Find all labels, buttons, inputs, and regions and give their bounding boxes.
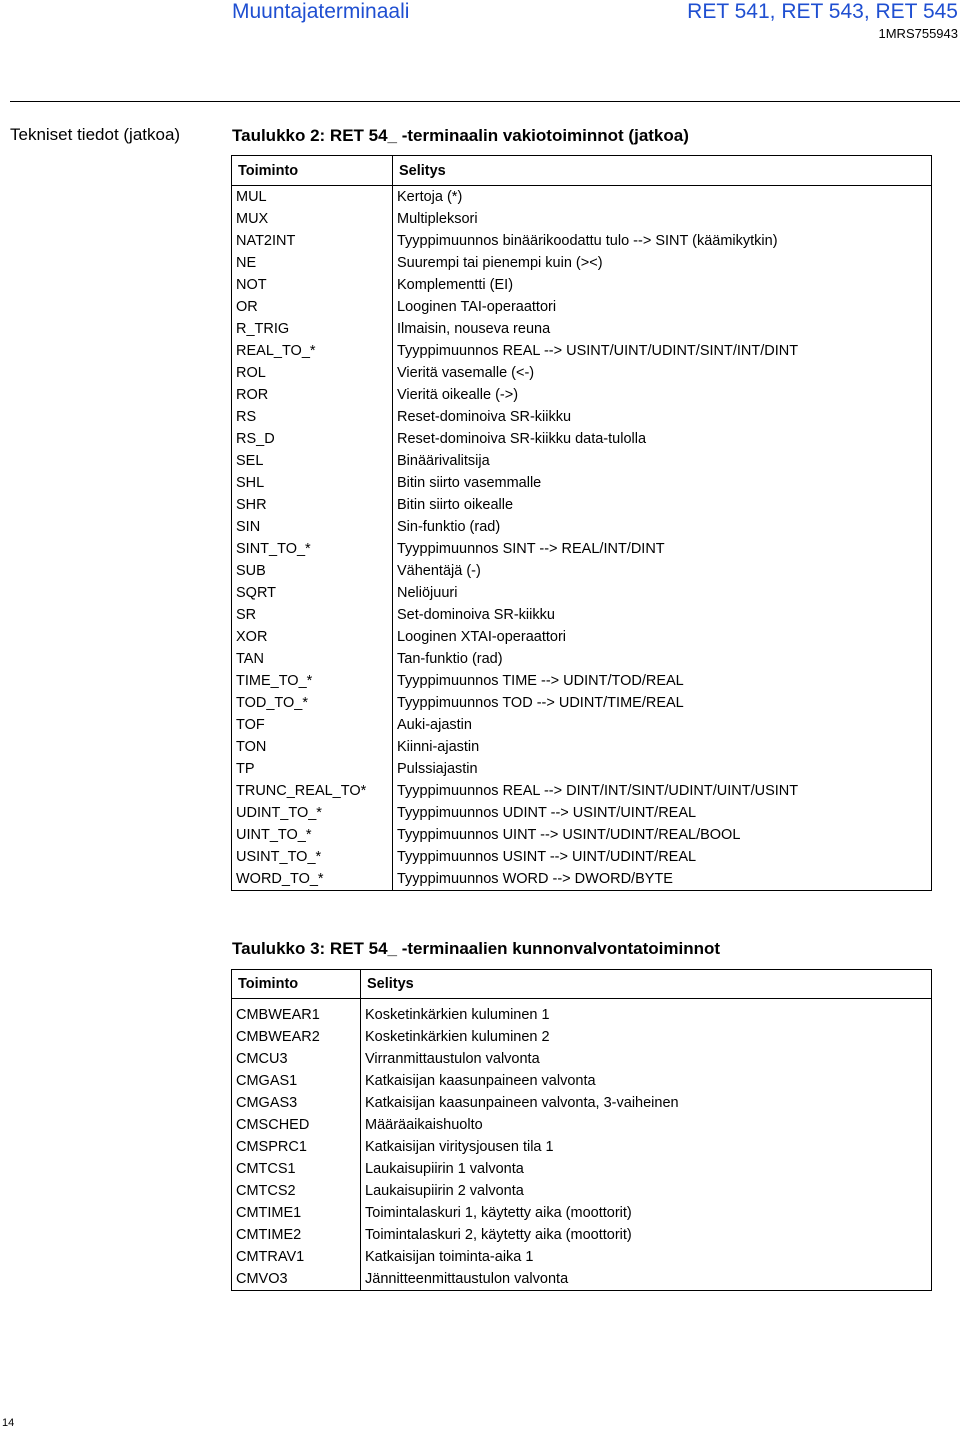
table-row [232,736,932,758]
table-row [232,560,932,582]
table-row [232,1092,932,1114]
function-name-cell: NE [232,252,393,274]
function-name-cell: CMGAS3 [232,1092,361,1114]
description-cell: Suurempi tai pienempi kuin (><) [393,252,932,274]
table-row [232,692,932,714]
function-name-cell: RS_D [232,428,393,450]
function-name-cell: UDINT_TO_* [232,802,393,824]
product-title: RET 541, RET 543, RET 545 [687,0,958,23]
description-cell: Vähentäjä (-) [393,560,932,582]
function-name-cell: CMTCS2 [232,1180,361,1202]
table-row [232,1070,932,1092]
description-cell: Tyyppimuunnos binäärikoodattu tulo --> SINT (käämikytkin) [393,230,932,252]
function-name-cell: ROL [232,362,393,384]
section-label: Tekniset tiedot (jatkoa) [10,125,181,144]
description-cell: Kosketinkärkien kuluminen 2 [361,1026,932,1048]
description-cell: Tan-funktio (rad) [393,648,932,670]
description-cell: Komplementti (EI) [393,274,932,296]
table-row [232,384,932,406]
description-cell: Tyyppimuunnos UINT --> USINT/UDINT/REAL/BOOL [393,824,932,846]
function-name-cell: SHL [232,472,393,494]
function-name-cell: UINT_TO_* [232,824,393,846]
description-cell: Tyyppimuunnos USINT --> UINT/UDINT/REAL [393,846,932,868]
function-name-cell: CMBWEAR2 [232,1026,361,1048]
table-row [232,758,932,780]
function-name-cell: MUX [232,208,393,230]
description-cell: Kertoja (*) [393,186,932,209]
description-cell: Tyyppimuunnos TIME --> UDINT/TOD/REAL [393,670,932,692]
function-name-cell: OR [232,296,393,318]
table-row [232,340,932,362]
function-name-cell: WORD_TO_* [232,868,393,891]
function-name-cell: NAT2INT [232,230,393,252]
function-name-cell: SQRT [232,582,393,604]
table-row [232,230,932,252]
description-cell: Katkaisijan kaasunpaineen valvonta, 3-vaiheinen [361,1092,932,1114]
table-row [232,824,932,846]
table-row [232,516,932,538]
function-name-cell: R_TRIG [232,318,393,340]
function-name-cell: CMSCHED [232,1114,361,1136]
description-cell: Looginen XTAI-operaattori [393,626,932,648]
function-name-cell: CMTRAV1 [232,1246,361,1268]
description-cell: Katkaisijan kaasunpaineen valvonta [361,1070,932,1092]
column-header-description: Selitys [361,970,932,999]
description-cell: Looginen TAI-operaattori [393,296,932,318]
description-cell: Katkaisijan toiminta-aika 1 [361,1246,932,1268]
column-header-description: Selitys [393,156,932,186]
description-cell: Bitin siirto vasemmalle [393,472,932,494]
description-cell: Tyyppimuunnos REAL --> DINT/INT/SINT/UDINT/UINT/USINT [393,780,932,802]
table-row [232,1048,932,1070]
description-cell: Määräaikaishuolto [361,1114,932,1136]
table-row [232,868,932,891]
function-name-cell: TOD_TO_* [232,692,393,714]
table-row [232,450,932,472]
table-row [232,846,932,868]
function-name-cell: SUB [232,560,393,582]
function-name-cell: SHR [232,494,393,516]
function-name-cell: TP [232,758,393,780]
function-name-cell: CMTIME1 [232,1202,361,1224]
table-row [232,318,932,340]
function-name-cell: USINT_TO_* [232,846,393,868]
table-row [232,604,932,626]
description-cell: Vieritä vasemalle (<-) [393,362,932,384]
function-name-cell: REAL_TO_* [232,340,393,362]
function-name-cell: CMVO3 [232,1268,361,1291]
description-cell: Tyyppimuunnos UDINT --> USINT/UINT/REAL [393,802,932,824]
description-cell: Ilmaisin, nouseva reuna [393,318,932,340]
description-cell: Laukaisupiirin 2 valvonta [361,1180,932,1202]
table-row [232,802,932,824]
description-cell: Tyyppimuunnos SINT --> REAL/INT/DINT [393,538,932,560]
table3-caption: Taulukko 3: RET 54_ -terminaalien kunnonvalvontatoiminnot [232,939,721,958]
table-row [232,1202,932,1224]
table-header-row [232,970,932,999]
table-row [232,1004,932,1026]
description-cell: Binäärivalitsija [393,450,932,472]
table-row [232,1114,932,1136]
description-cell: Katkaisijan viritysjousen tila 1 [361,1136,932,1158]
table-header-row [232,156,932,186]
function-name-cell: SIN [232,516,393,538]
table-row [232,1246,932,1268]
table2-body [232,186,932,891]
column-header-function: Toiminto [232,970,361,999]
table-row [232,406,932,428]
description-cell: Vieritä oikealle (->) [393,384,932,406]
table-row [232,1224,932,1246]
function-name-cell: CMTCS1 [232,1158,361,1180]
function-name-cell: TIME_TO_* [232,670,393,692]
table-row [232,714,932,736]
table3-body [232,999,932,1291]
table-row [232,296,932,318]
function-name-cell: TAN [232,648,393,670]
description-cell: Auki-ajastin [393,714,932,736]
table-row [232,428,932,450]
description-cell: Tyyppimuunnos REAL --> USINT/UINT/UDINT/SINT/INT/DINT [393,340,932,362]
description-cell: Bitin siirto oikealle [393,494,932,516]
description-cell: Reset-dominoiva SR-kiikku data-tulolla [393,428,932,450]
function-name-cell: RS [232,406,393,428]
table2-caption: Taulukko 2: RET 54_ -terminaalin vakiotoiminnot (jatkoa) [232,126,689,145]
description-cell: Multipleksori [393,208,932,230]
header-divider [10,101,960,102]
table-row [232,362,932,384]
description-cell: Kiinni-ajastin [393,736,932,758]
table-row [232,670,932,692]
description-cell: Toimintalaskuri 1, käytetty aika (moottorit) [361,1202,932,1224]
table-row [232,1158,932,1180]
description-cell: Jännitteenmittaustulon valvonta [361,1268,932,1291]
table-row [232,626,932,648]
table-row [232,252,932,274]
table-row [232,274,932,296]
function-name-cell: XOR [232,626,393,648]
function-name-cell: CMTIME2 [232,1224,361,1246]
table-row [232,1180,932,1202]
function-name-cell: TOF [232,714,393,736]
description-cell: Toimintalaskuri 2, käytetty aika (moottorit) [361,1224,932,1246]
description-cell: Laukaisupiirin 1 valvonta [361,1158,932,1180]
table-row [232,538,932,560]
function-name-cell: ROR [232,384,393,406]
function-name-cell: SR [232,604,393,626]
function-name-cell: TON [232,736,393,758]
table-row [232,186,932,209]
document-number: 1MRS755943 [878,26,958,41]
description-cell: Neliöjuuri [393,582,932,604]
description-cell: Tyyppimuunnos WORD --> DWORD/BYTE [393,868,932,891]
table-row [232,1136,932,1158]
table-row [232,494,932,516]
table-row [232,780,932,802]
table2 [231,155,932,891]
function-name-cell: NOT [232,274,393,296]
description-cell: Tyyppimuunnos TOD --> UDINT/TIME/REAL [393,692,932,714]
function-name-cell: CMGAS1 [232,1070,361,1092]
description-cell: Pulssiajastin [393,758,932,780]
function-name-cell: SEL [232,450,393,472]
page-number: 14 [2,1417,15,1429]
table-row [232,648,932,670]
function-name-cell: CMCU3 [232,1048,361,1070]
function-name-cell: MUL [232,186,393,209]
table3 [231,969,932,1291]
function-name-cell: CMSPRC1 [232,1136,361,1158]
description-cell: Reset-dominoiva SR-kiikku [393,406,932,428]
document-title: Muuntajaterminaali [232,0,410,23]
function-name-cell: SINT_TO_* [232,538,393,560]
function-name-cell: CMBWEAR1 [232,1004,361,1026]
description-cell: Kosketinkärkien kuluminen 1 [361,1004,932,1026]
function-name-cell: TRUNC_REAL_TO* [232,780,393,802]
description-cell: Sin-funktio (rad) [393,516,932,538]
column-header-function: Toiminto [232,156,393,186]
table-row [232,1268,932,1291]
table-row [232,582,932,604]
table-row [232,472,932,494]
description-cell: Virranmittaustulon valvonta [361,1048,932,1070]
table-row [232,1026,932,1048]
description-cell: Set-dominoiva SR-kiikku [393,604,932,626]
table-row [232,208,932,230]
